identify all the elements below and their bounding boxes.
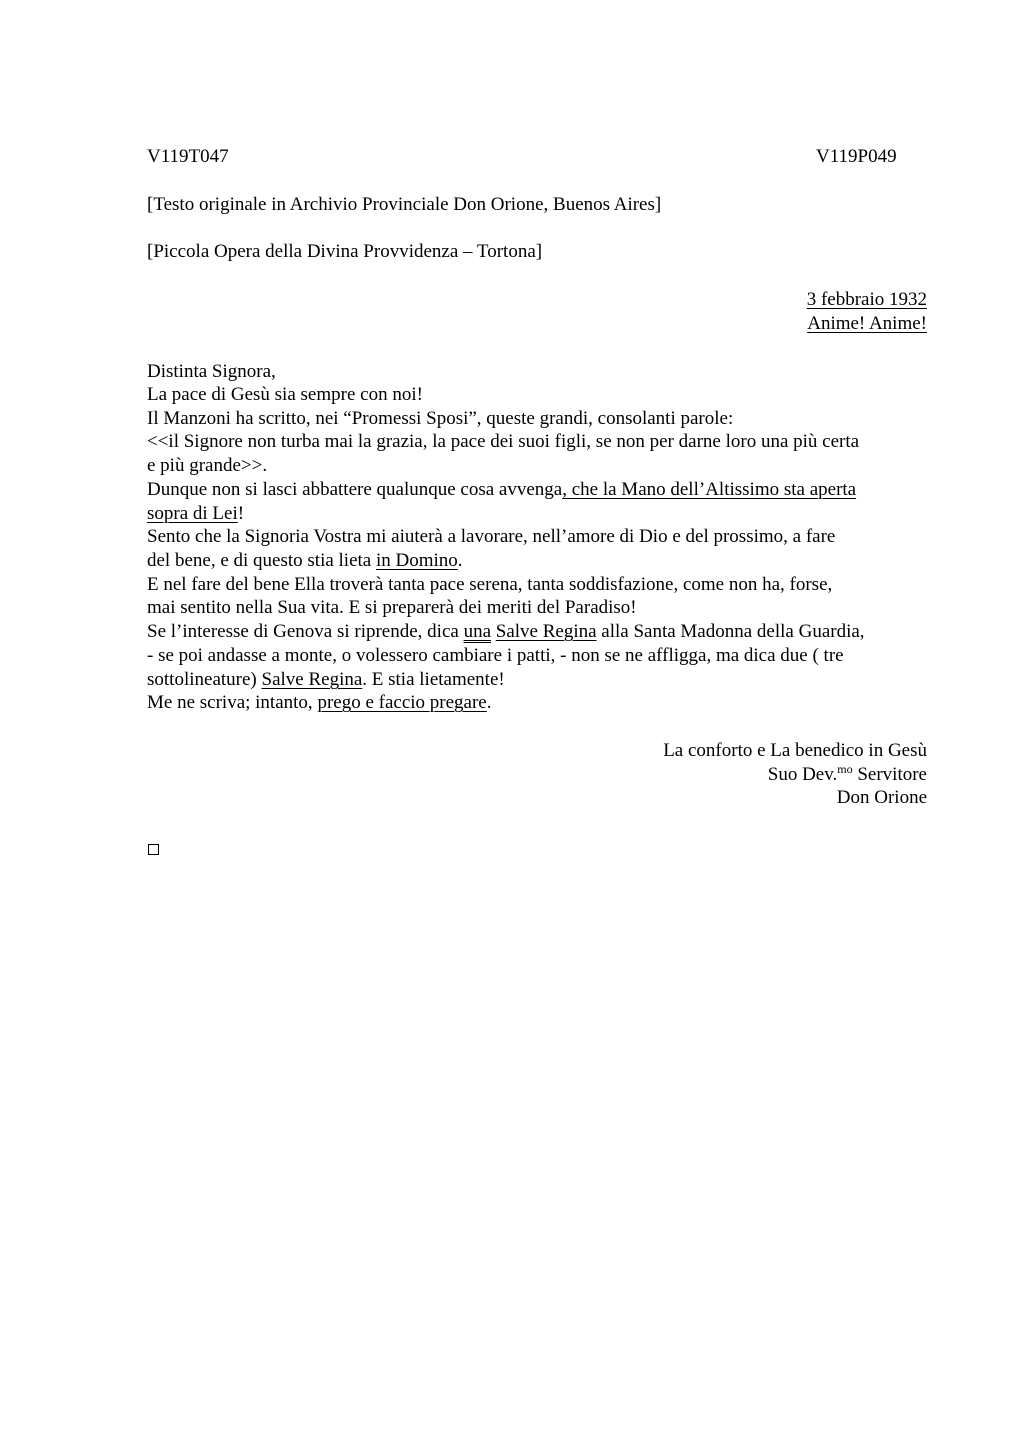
body-line-9: E nel fare del bene Ella troverà tanta pace serena, tanta soddisfazione, come non ha, forse, [147, 574, 833, 595]
header-left-code: V119T047 [147, 146, 229, 167]
closing-servant-suffix: Servitore [852, 764, 927, 785]
body-line-8-end: . [457, 550, 463, 571]
document-page [147, 0, 927, 1449]
body-line-8 [147, 549, 463, 573]
body-line-14-end: . [486, 692, 492, 713]
underlined-phrase: in Domino [375, 550, 458, 571]
signature: Don Orione [836, 787, 927, 808]
letter-motto: Anime! Anime! [807, 313, 927, 334]
underlined-phrase: Salve Regina [261, 669, 363, 690]
closing-superscript: mo [837, 762, 853, 776]
source-note: [Testo originale in Archivio Provinciale Don Orione, Buenos Aires] [147, 194, 662, 215]
body-line-8-text: del bene, e di questo stia lieta [147, 550, 376, 571]
body-line-13 [147, 668, 505, 692]
underlined-phrase: , che la Mano dell’Altissimo sta aperta [562, 479, 857, 500]
closing-servant-prefix: Suo Dev. [767, 764, 838, 785]
letter-date: 3 febbraio 1932 [806, 289, 927, 310]
body-line-7: Sento che la Signoria Vostra mi aiuterà a lavorare, nell’amore di Dio e del prossimo, a fare [147, 526, 836, 547]
body-line-3: <<il Signore non turba mai la grazia, la pace dei suoi figli, se non per darne loro una più certa [147, 431, 860, 452]
body-line-14 [147, 691, 492, 715]
end-marker-square-icon [148, 844, 159, 855]
salutation: Distinta Signora, [147, 361, 276, 382]
underlined-phrase: prego e faccio pregare [317, 692, 487, 713]
underlined-phrase: sopra di Lei [147, 503, 238, 524]
body-line-11-text: Se l’interesse di Genova si riprende, dica [147, 621, 464, 642]
closing-servant-line [768, 763, 927, 787]
underlined-phrase: Salve Regina [495, 621, 597, 642]
double-underlined-word: una [463, 621, 491, 642]
body-line-14-text: Me ne scriva; intanto, [147, 692, 318, 713]
header-right-code: V119P049 [816, 146, 897, 167]
body-line-13-text: sottolineature) [147, 669, 262, 690]
body-line-10: mai sentito nella Sua vita. E si preparerà dei meriti del Paradiso! [147, 597, 637, 618]
body-line-1: La pace di Gesù sia sempre con noi! [147, 384, 423, 405]
body-line-6 [147, 502, 244, 526]
body-line-11 [147, 620, 865, 644]
body-line-5 [147, 478, 856, 502]
body-line-2: Il Manzoni ha scritto, nei “Promessi Sposi”, queste grandi, consolanti parole: [147, 408, 734, 429]
body-line-4: e più grande>>. [147, 455, 268, 476]
body-line-5-text: Dunque non si lasci abbattere qualunque cosa avvenga [147, 479, 563, 500]
closing-line: La conforto e La benedico in Gesù [663, 740, 927, 761]
body-line-6-text: ! [237, 503, 245, 524]
body-line-13-end: . E stia lietamente! [362, 669, 505, 690]
body-line-12: - se poi andasse a monte, o volessero cambiare i patti, - non se ne affligga, ma dica due ( tre [147, 645, 844, 666]
letterhead-note: [Piccola Opera della Divina Provvidenza – Tortona] [147, 241, 543, 262]
body-line-11-end: alla Santa Madonna della Guardia, [596, 621, 865, 642]
